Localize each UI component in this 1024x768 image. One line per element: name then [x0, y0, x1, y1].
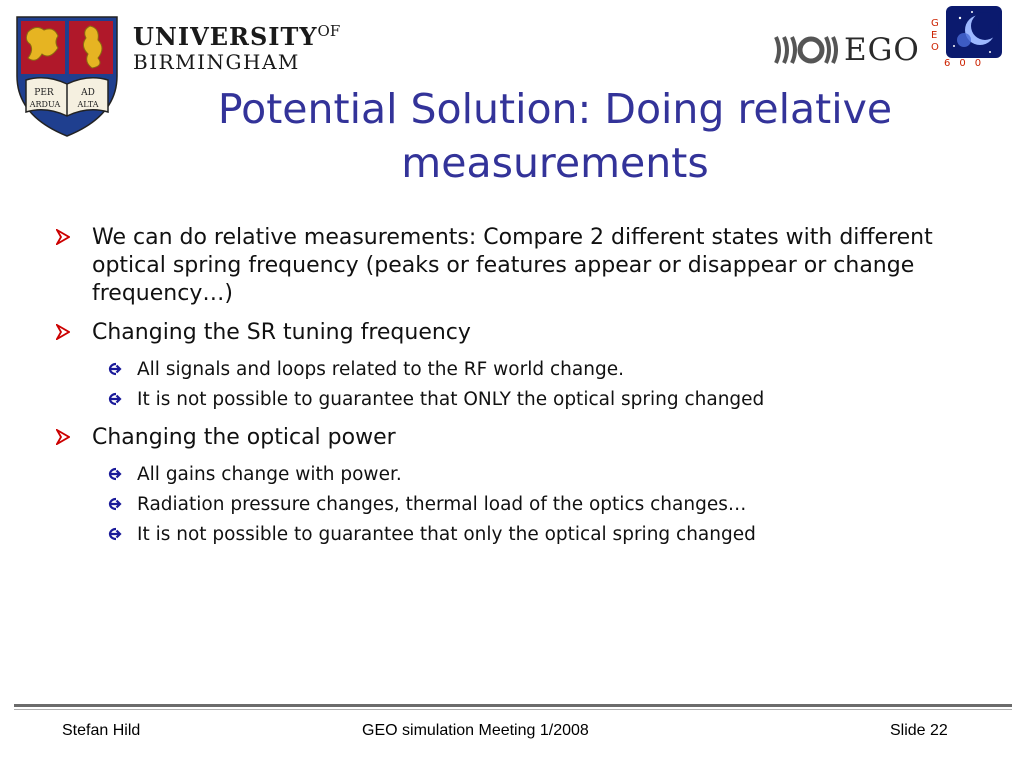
circled-arrow-icon: [104, 388, 137, 411]
slide-content: [56, 224, 996, 559]
ego-logo: [772, 30, 920, 70]
sub-bullet-item: [104, 463, 996, 487]
footer-divider: [14, 704, 1012, 707]
arrow-bullet-icon: [56, 424, 92, 449]
circled-arrow-icon: [104, 493, 137, 516]
crest-motto-alta: ALTA: [77, 100, 99, 109]
arrow-bullet-icon: [56, 224, 92, 249]
arrow-bullet-icon: [56, 319, 92, 344]
circled-arrow-icon: [104, 523, 137, 546]
geo-letter-o: O: [931, 42, 939, 53]
crest-motto-per: PER: [34, 88, 54, 98]
circled-arrow-icon: [104, 463, 137, 486]
sub-bullet-item: [104, 358, 996, 382]
ego-wave-icon: [772, 33, 838, 67]
university-line2: BIRMINGHAM: [133, 50, 300, 74]
footer-event: GEO simulation Meeting 1/2008: [362, 722, 589, 739]
sub-bullet-item: [104, 388, 996, 412]
sub-bullet-text: All gains change with power.: [137, 464, 402, 485]
bullet-text: Changing the optical power: [92, 425, 396, 450]
ego-logo-text: EGO: [844, 32, 920, 68]
footer-author: Stefan Hild: [62, 722, 141, 739]
sub-bullet-text: It is not possible to guarantee that only the optical spring changed: [137, 524, 756, 545]
footer-divider-thin: [14, 709, 1012, 710]
university-line1: UNIVERSITY: [133, 22, 318, 51]
circled-arrow-icon: [104, 358, 137, 381]
geo-number: 600: [944, 58, 991, 69]
bullet-text: We can do relative measurements: Compare 2 different states with different optical spring frequency (peaks or features appear or disappear or change frequency…): [92, 225, 933, 306]
sub-bullet-text: Radiation pressure changes, thermal load of the optics changes…: [137, 494, 747, 515]
geo-letter-g: G: [931, 18, 939, 29]
sub-bullet-item: [104, 523, 996, 547]
bullet-item: [56, 224, 996, 308]
university-crest-logo: [14, 14, 120, 140]
slide-title: Potential Solution: Doing relative measurements: [217, 85, 893, 187]
sub-bullet-text: It is not possible to guarantee that ONLY the optical spring changed: [137, 389, 765, 410]
crest-motto-ad: AD: [81, 88, 95, 98]
university-name: [133, 18, 340, 74]
bullet-text: Changing the SR tuning frequency: [92, 320, 471, 345]
bullet-item: [56, 424, 996, 452]
geo-letters: [931, 18, 939, 54]
crest-motto-ardua: ARDUA: [29, 100, 61, 109]
footer-slide-number: Slide 22: [890, 722, 948, 739]
bullet-item: [56, 319, 996, 347]
university-of: OF: [317, 22, 341, 40]
geo-letter-e: E: [931, 30, 938, 41]
sub-bullet-item: [104, 493, 996, 517]
sub-bullet-text: All signals and loops related to the RF world change.: [137, 359, 624, 380]
